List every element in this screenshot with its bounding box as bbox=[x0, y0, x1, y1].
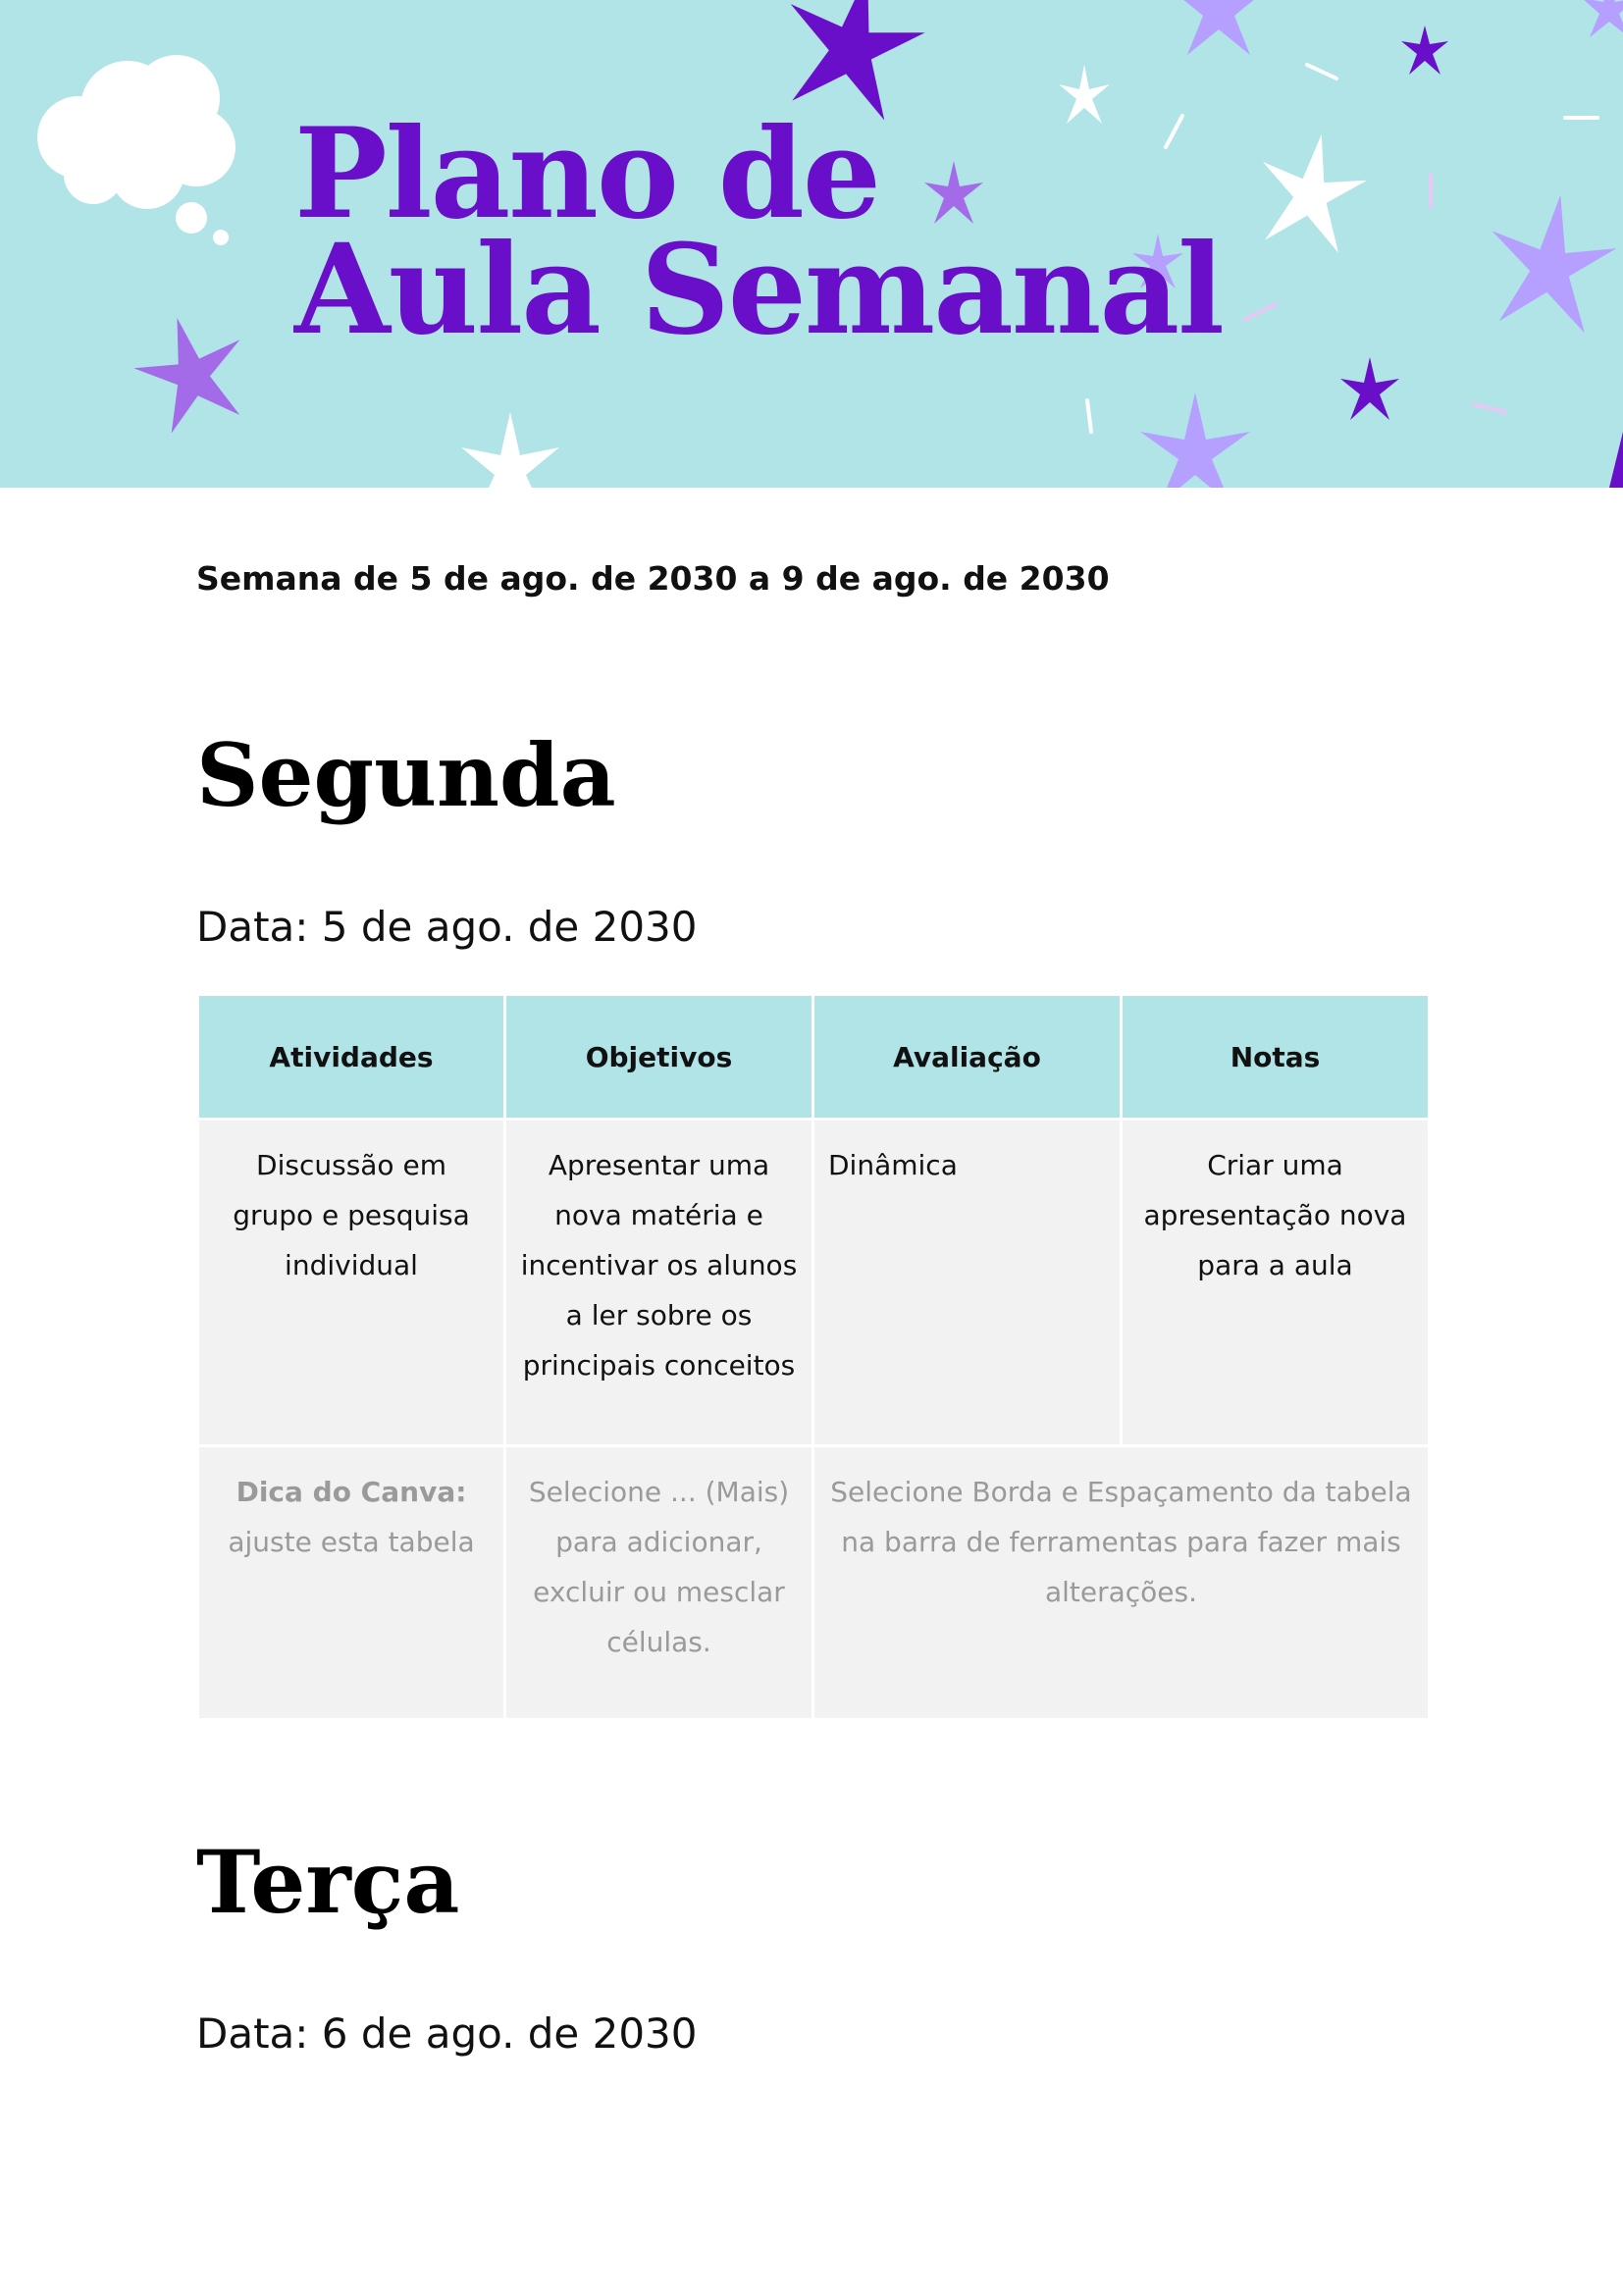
day-heading-monday: Segunda bbox=[196, 724, 616, 826]
table-header-row bbox=[198, 995, 1430, 1120]
table-cell-objectives[interactable]: Apresentar uma nova matéria e incentivar os alunos a ler sobre os principais conceitos bbox=[505, 1120, 813, 1446]
star-icon bbox=[1609, 432, 1623, 488]
star-icon bbox=[1340, 357, 1399, 420]
table-row-tip bbox=[198, 1446, 1430, 1720]
day-date-monday: Data: 5 de ago. de 2030 bbox=[196, 903, 698, 951]
document-title bbox=[294, 101, 1223, 362]
day-heading-tuesday: Terça bbox=[196, 1831, 460, 1933]
title-line-1: Plano de bbox=[294, 101, 880, 246]
day-date-tuesday: Data: 6 de ago. de 2030 bbox=[196, 2009, 698, 2058]
tip-text: ajuste esta tabela bbox=[228, 1526, 475, 1558]
title-line-2: Aula Semanal bbox=[294, 217, 1223, 362]
cloud-icon bbox=[37, 55, 236, 245]
column-header-assessment: Avaliação bbox=[813, 995, 1122, 1120]
column-header-activities: Atividades bbox=[198, 995, 505, 1120]
star-icon bbox=[1249, 126, 1374, 256]
star-icon bbox=[1172, 0, 1266, 55]
dash-decoration bbox=[1244, 175, 1505, 412]
week-range: Semana de 5 de ago. de 2030 a 9 de ago. de 2030 bbox=[196, 559, 1110, 598]
tip-cell[interactable] bbox=[198, 1446, 505, 1720]
lesson-plan-table bbox=[196, 993, 1431, 1721]
star-icon bbox=[124, 304, 258, 439]
table-cell-assessment[interactable]: Dinâmica bbox=[813, 1120, 1122, 1446]
column-header-objectives: Objetivos bbox=[505, 995, 813, 1120]
tip-label: Dica do Canva: bbox=[236, 1476, 467, 1508]
star-icon bbox=[1582, 0, 1623, 37]
star-icon bbox=[1140, 392, 1250, 488]
table-cell-activities[interactable]: Discussão em grupo e pesquisa individual bbox=[198, 1120, 505, 1446]
table-cell-notes[interactable]: Criar uma apresentação nova para a aula bbox=[1122, 1120, 1430, 1446]
column-header-notes: Notas bbox=[1122, 995, 1430, 1120]
table-row bbox=[198, 1120, 1430, 1446]
star-icon bbox=[1401, 26, 1448, 75]
tip-cell-merge[interactable]: Selecione ... (Mais) para adicionar, excluir ou mesclar células. bbox=[505, 1446, 813, 1720]
tip-cell-border[interactable]: Selecione Borda e Espaçamento da tabela na barra de ferramentas para fazer mais alterações. bbox=[813, 1446, 1430, 1720]
star-icon bbox=[1059, 65, 1110, 124]
star-icon bbox=[461, 412, 559, 488]
star-icon bbox=[1480, 186, 1623, 336]
header-banner bbox=[0, 0, 1623, 488]
